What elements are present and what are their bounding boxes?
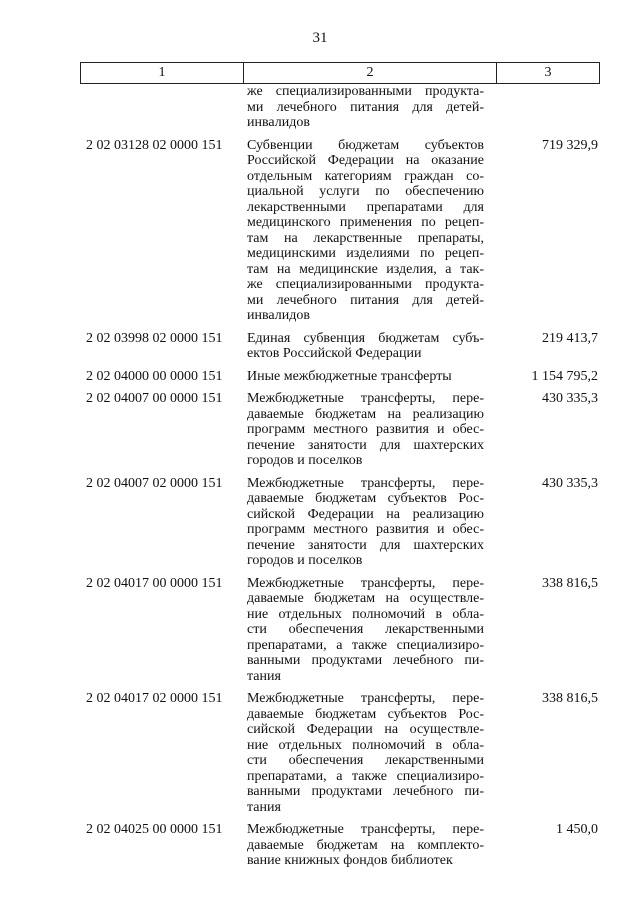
description-line: городов и поселков	[247, 453, 363, 468]
description-line: медицинского применения по рецеп-	[247, 215, 484, 230]
row-code: 2 02 03998 02 0000 151	[86, 330, 223, 346]
description-line: городов и поселков	[247, 553, 363, 568]
row-description	[242, 391, 494, 469]
table-row	[80, 822, 600, 869]
table-row	[80, 691, 600, 815]
row-amount: 1 154 795,2	[531, 368, 598, 384]
description-line: там на лекарственные препараты,	[247, 230, 484, 246]
description-line: ние отдельных полномочий в обла-	[247, 737, 484, 753]
description-line: печение занятости для шахтерских	[247, 437, 484, 453]
row-amount: 719 329,9	[542, 137, 598, 153]
table-header	[80, 62, 600, 84]
budget-table	[80, 62, 600, 876]
description-line: ми лечебного питания для детей-	[247, 99, 484, 115]
description-line: сти обеспечения лекарственными	[247, 622, 484, 637]
description-line: Межбюджетные трансферты, пере-	[247, 691, 484, 706]
row-description	[242, 576, 494, 685]
description-line: препаратами, а также специализиро-	[247, 637, 484, 653]
row-description	[242, 331, 494, 362]
row-code: 2 02 04007 00 0000 151	[86, 391, 223, 406]
table-row	[80, 476, 600, 569]
column-header-3: 3	[544, 65, 552, 80]
column-header-1: 1	[81, 63, 244, 83]
description-line: даваемые бюджетам на реализацию	[247, 406, 484, 422]
description-line: медицинскими изделиями по рецеп-	[247, 246, 484, 261]
table-body	[80, 84, 600, 869]
description-line: Межбюджетные трансферты, пере-	[247, 822, 484, 837]
row-code: 2 02 04000 00 0000 151	[86, 368, 223, 384]
description-line: лекарственными препаратами для	[247, 199, 484, 215]
description-line: ми лечебного питания для детей-	[247, 292, 484, 308]
row-description	[242, 369, 494, 385]
description-line: Межбюджетные трансферты, пере-	[247, 575, 484, 591]
description-line: тания	[247, 668, 281, 684]
row-amount: 1 450,0	[556, 822, 598, 837]
table-row	[80, 576, 600, 685]
description-line: Межбюджетные трансферты, пере-	[247, 475, 484, 491]
description-line: ние отдельных полномочий в обла-	[247, 606, 484, 622]
row-description	[242, 138, 494, 324]
description-line: там на медицинские изделия, а так-	[247, 261, 484, 277]
row-code: 2 02 04025 00 0000 151	[86, 822, 223, 837]
description-line: программ местного развития и обес-	[247, 422, 484, 437]
column-header-2: 2	[244, 63, 497, 83]
row-code: 2 02 04017 02 0000 151	[86, 691, 223, 706]
description-line: ванными продуктами лечебного пи-	[247, 784, 484, 799]
description-line: Российской Федерации на оказание	[247, 153, 484, 168]
description-line: Субвенции бюджетам субъектов	[247, 137, 484, 153]
description-line: Единая субвенция бюджетам субъ-	[247, 330, 484, 346]
description-line: Межбюджетные трансферты, пере-	[247, 391, 484, 406]
row-description	[242, 476, 494, 569]
description-line: программ местного развития и обес-	[247, 522, 484, 537]
description-line: инвалидов	[247, 115, 310, 130]
row-code: 2 02 03128 02 0000 151	[86, 137, 223, 153]
description-line: тания	[247, 799, 281, 815]
description-line: даваемые бюджетам субъектов Рос-	[247, 491, 484, 506]
description-line: препаратами, а также специализиро-	[247, 768, 484, 784]
row-amount: 430 335,3	[542, 475, 598, 491]
description-line: даваемые бюджетам на осуществле-	[247, 591, 484, 606]
row-code: 2 02 04017 00 0000 151	[86, 575, 223, 591]
description-line: печение занятости для шахтерских	[247, 537, 484, 553]
description-line: ектов Российской Федерации	[247, 346, 422, 361]
description-line: отдельным категориям граждан со-	[247, 168, 484, 184]
description-line: вание книжных фондов библиотек	[247, 853, 453, 868]
row-description	[242, 822, 494, 869]
row-description	[242, 84, 494, 131]
description-line: сийской Федерации на осуществле-	[247, 722, 484, 737]
description-line: даваемые бюджетам на комплекто-	[247, 837, 484, 853]
row-code: 2 02 04007 02 0000 151	[86, 475, 223, 491]
row-amount: 430 335,3	[542, 391, 598, 406]
row-amount: 338 816,5	[542, 691, 598, 706]
description-line: Иные межбюджетные трансферты	[247, 368, 452, 384]
page-number: 31	[312, 30, 328, 46]
table-row	[80, 84, 600, 131]
description-line: сти обеспечения лекарственными	[247, 753, 484, 768]
description-line: ванными продуктами лечебного пи-	[247, 653, 484, 668]
description-line: даваемые бюджетам субъектов Рос-	[247, 706, 484, 722]
table-row	[80, 138, 600, 324]
table-row	[80, 391, 600, 469]
description-line: циальной услуги по обеспечению	[247, 184, 484, 199]
table-row	[80, 369, 600, 385]
description-line: же специализированными продукта-	[247, 277, 484, 292]
row-amount: 338 816,5	[542, 575, 598, 591]
description-line: же специализированными продукта-	[247, 84, 484, 99]
description-line: сийской Федерации на реализацию	[247, 506, 484, 522]
row-amount: 219 413,7	[542, 330, 598, 346]
table-row	[80, 331, 600, 362]
row-description	[242, 691, 494, 815]
description-line: инвалидов	[247, 308, 310, 323]
